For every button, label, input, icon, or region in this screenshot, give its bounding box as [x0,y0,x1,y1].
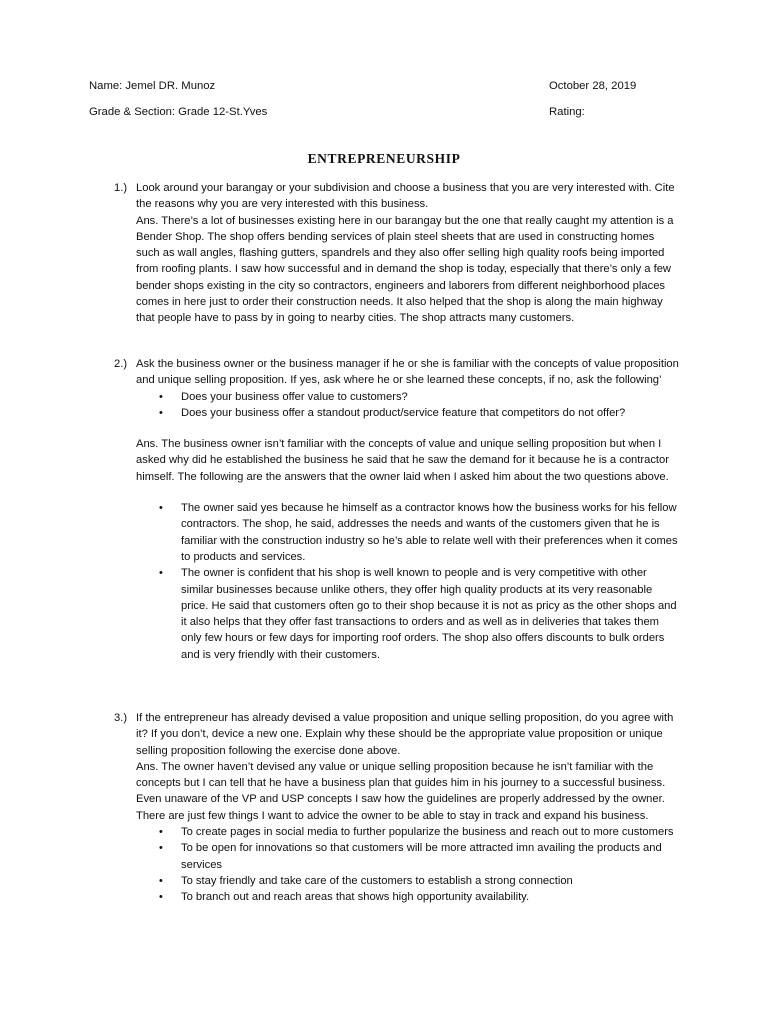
question-3-advice-item: • To create pages in social media to further popularize the business and reach out to more customers [136,824,680,840]
document-date: October 28, 2019 [549,80,637,92]
question-3-advice-item: • To stay friendly and take care of the customers to establish a strong connection [136,873,680,889]
question-1-text: Look around your barangay or your subdivision and choose a business that you are very interested with. Cite the reasons why you are very interested with this business. [136,182,675,211]
rating-label: Rating: [549,106,585,118]
question-2-answer-point: • The owner said yes because he himself as a contractor knows how the business works for his fellow contractors. The shop, he said, addresses the needs and wants of the customers given that he is familiar with the construction industry so he’s able to relate well with their preferences when it comes to products and services. [136,500,680,565]
question-2-number: 2.) [114,358,128,370]
question-3-advice-item: • To be open for innovations so that customers will be more attracted imn availing the products and services [136,840,680,873]
question-1 [114,180,680,327]
question-2 [114,356,680,663]
question-2-sub-item: • Does your business offer value to customers? [136,389,680,405]
question-3-answer: Ans. The owner haven’t devised any value or unique selling proposition because he isn’t familiar with the concepts but I can tell that he have a business plan that guides him in his journey to a successful business. Even unaware of the VP and USP concepts I saw how the guidelines are properly addressed by the owner. There are just few things I want to advice the owner to be able to stay in track and expand his business. [136,760,666,822]
question-2-sub-item: • Does your business offer a standout product/service feature that competitors do not offer? [136,405,680,421]
grade-section: Grade & Section: Grade 12-St.Yves [89,106,268,118]
question-3 [114,710,680,906]
question-2-answer: Ans. The business owner isn’t familiar with the concepts of value and unique selling proposition but when I asked why did he established the business he said that he saw the demand for it because he is a contractor himself. The following are the answers that the owner laid when I asked him about the two questions above. [136,438,669,483]
page-title: ENTREPRENEURSHIP [307,151,461,166]
question-3-text: If the entrepreneur has already devised a value proposition and unique selling proposition, do you agree with it? If you don’t, device a new one. Explain why these should be the appropriate value proposition or unique selling proposition following the exercise done above. [136,712,674,757]
question-3-number: 3.) [114,712,128,724]
question-1-number: 1.) [114,182,128,194]
question-2-answer-point: • The owner is confident that his shop is well known to people and is very competitive with other similar businesses because unlike others, they offer high quality products at its very reasonable price. He said that customers often go to their shop because it is not as pricy as the other shops and it also helps that they offer fast transactions to orders and as well as in deliveries that takes them only few hours or few days for importing roof orders. The shop also offers discounts to bulk orders and is very friendly with their customers. [136,565,680,663]
question-1-answer: Ans. There’s a lot of businesses existing here in our barangay but the one that really caught my attention is a Bender Shop. The shop offers bending services of plain steel sheets that are used in constructing homes such as wall angles, flashing gutters, spandrels and they also offer selling high quality roofs being imported from roofing plants. I saw how successful and in demand the shop is today, especially that there’s only a few bender shops existing in the city so contractors, engineers and laborers from different neighborhood places comes in here just to order their construction needs. It also helped that the shop is along the main highway that people have to pass by in going to nearby cities. The shop attracts many customers. [136,214,674,325]
question-3-advice-item: • To branch out and reach areas that shows high opportunity availability. [136,889,680,905]
question-2-text: Ask the business owner or the business manager if he or she is familiar with the concepts of value proposition and unique selling proposition. If yes, ask where he or she learned these concepts, if no, ask the following’ [136,358,679,387]
student-name: Name: Jemel DR. Munoz [89,80,216,92]
